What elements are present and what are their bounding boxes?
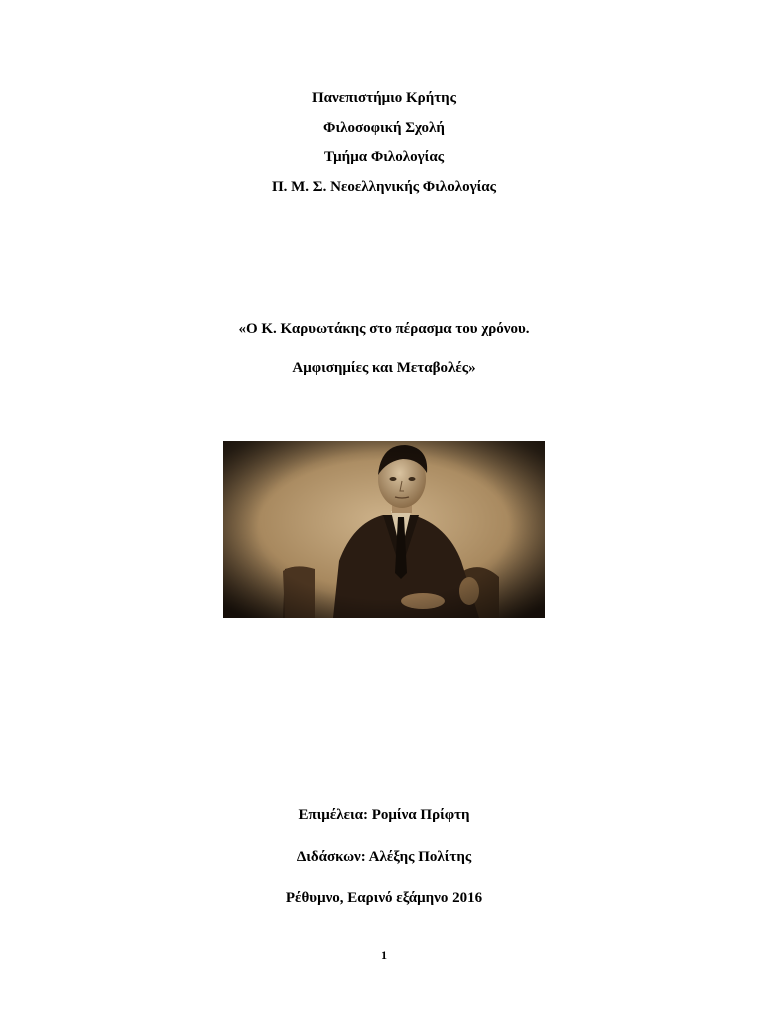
university-name: Πανεπιστήμιο Κρήτης	[312, 90, 456, 106]
document-title-line-1: «Ο Κ. Καρυωτάκης στο πέρασμα του χρόνου.	[238, 321, 530, 337]
program-name: Π. Μ. Σ. Νεοελληνικής Φιλολογίας	[271, 179, 496, 195]
portrait-photo	[223, 441, 545, 618]
editor-credit: Επιμέλεια: Ρομίνα Πρίφτη	[298, 807, 470, 823]
instructor-credit: Διδάσκων: Αλέξης Πολίτης	[296, 849, 472, 865]
page-number: 1	[381, 948, 387, 962]
place-and-date: Ρέθυμνο, Εαρινό εξάμηνο 2016	[285, 890, 483, 906]
department-name: Τμήμα Φιλολογίας	[323, 149, 445, 165]
document-title-line-2: Αμφισημίες και Μεταβολές»	[292, 360, 476, 376]
school-name: Φιλοσοφική Σχολή	[323, 120, 445, 136]
